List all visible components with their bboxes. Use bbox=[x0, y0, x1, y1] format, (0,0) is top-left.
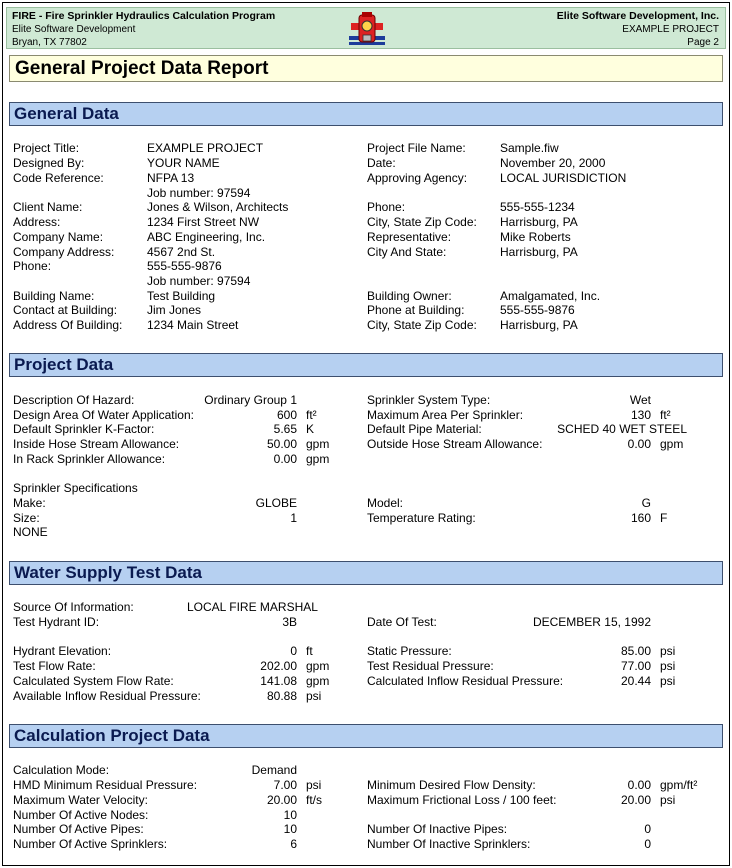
unit-frictional-loss: psi bbox=[660, 793, 676, 807]
label-k-factor: Default Sprinkler K-Factor: bbox=[13, 422, 155, 436]
value-hmd-pressure: 7.00 bbox=[273, 778, 297, 792]
label-frictional-loss: Maximum Frictional Loss / 100 feet: bbox=[367, 793, 557, 807]
value-active-pipes: 10 bbox=[283, 822, 297, 836]
label-test-date: Date Of Test: bbox=[367, 615, 437, 629]
label-city-state-zip: City, State Zip Code: bbox=[367, 215, 477, 229]
label-max-velocity: Maximum Water Velocity: bbox=[13, 793, 148, 807]
unit-calc-system-flow: gpm bbox=[306, 674, 330, 688]
label-contact: Contact at Building: bbox=[13, 303, 118, 317]
label-file-name: Project File Name: bbox=[367, 141, 466, 155]
value-calc-mode: Demand bbox=[251, 763, 297, 777]
company-right: Elite Software Development, Inc. bbox=[556, 10, 719, 22]
unit-test-flow: gpm bbox=[306, 659, 330, 673]
label-active-sprinklers: Number Of Active Sprinklers: bbox=[13, 837, 168, 851]
value-building-owner: Amalgamated, Inc. bbox=[500, 289, 601, 303]
value-contact: Jim Jones bbox=[147, 303, 202, 317]
value-test-flow: 202.00 bbox=[260, 659, 297, 673]
value-none: NONE bbox=[13, 525, 48, 539]
value-designed-by: YOUR NAME bbox=[147, 156, 220, 170]
label-sprinkler-specs: Sprinkler Specifications bbox=[13, 481, 138, 495]
label-building-address: Address Of Building: bbox=[13, 318, 123, 332]
value-source: LOCAL FIRE MARSHAL bbox=[187, 600, 318, 614]
value-static-pressure: 85.00 bbox=[620, 644, 651, 658]
unit-outside-hose: gpm bbox=[660, 437, 684, 451]
label-approving-agency: Approving Agency: bbox=[367, 171, 468, 185]
header-right bbox=[557, 10, 719, 49]
label-static-pressure: Static Pressure: bbox=[367, 644, 452, 658]
project-name: EXAMPLE PROJECT bbox=[622, 24, 719, 35]
unit-in-rack: gpm bbox=[306, 452, 330, 466]
value-approving-agency: LOCAL JURISDICTION bbox=[500, 171, 627, 185]
label-max-area: Maximum Area Per Sprinkler: bbox=[367, 408, 524, 422]
value-company-address: 4567 2nd St. bbox=[147, 245, 216, 259]
label-building-name: Building Name: bbox=[13, 289, 95, 303]
value-k-factor: 5.65 bbox=[273, 422, 297, 436]
label-pipe-material: Default Pipe Material: bbox=[367, 422, 482, 436]
value-test-residual: 77.00 bbox=[620, 659, 651, 673]
value-code-reference: NFPA 13 bbox=[147, 171, 195, 185]
company-left: Elite Software Development bbox=[12, 24, 136, 35]
label-project-title: Project Title: bbox=[13, 141, 80, 155]
value-representative: Mike Roberts bbox=[500, 230, 571, 244]
label-available-inflow: Available Inflow Residual Pressure: bbox=[13, 689, 201, 703]
label-active-nodes: Number Of Active Nodes: bbox=[13, 808, 149, 822]
value-in-rack: 0.00 bbox=[273, 452, 297, 466]
value-city-state-zip-2: Harrisburg, PA bbox=[500, 318, 578, 332]
label-model: Model: bbox=[367, 496, 404, 510]
section-general-data: General Data bbox=[9, 102, 723, 126]
value-hazard: Ordinary Group 1 bbox=[204, 393, 297, 407]
label-inside-hose: Inside Hose Stream Allowance: bbox=[13, 437, 180, 451]
value-city-state-zip: Harrisburg, PA bbox=[500, 215, 578, 229]
page-number: Page 2 bbox=[687, 37, 719, 48]
label-company-name: Company Name: bbox=[13, 230, 104, 244]
unit-hydrant-elevation: ft bbox=[306, 644, 313, 658]
value-design-area: 600 bbox=[276, 408, 297, 422]
value-frictional-loss: 20.00 bbox=[620, 793, 651, 807]
value-temperature: 160 bbox=[630, 511, 651, 525]
unit-max-area: ft² bbox=[660, 408, 671, 422]
value-building-name: Test Building bbox=[147, 289, 216, 303]
value-max-area: 130 bbox=[630, 408, 651, 422]
value-calc-system-flow: 141.08 bbox=[260, 674, 297, 688]
section-calculation-data: Calculation Project Data bbox=[9, 724, 723, 748]
value-date: November 20, 2000 bbox=[500, 156, 606, 170]
value-address: 1234 First Street NW bbox=[147, 215, 260, 229]
unit-available-inflow: psi bbox=[306, 689, 322, 703]
value-job-number-2: Job number: 97594 bbox=[147, 274, 251, 288]
label-phone: Phone: bbox=[13, 259, 52, 273]
label-design-area: Design Area Of Water Application: bbox=[13, 408, 194, 422]
label-make: Make: bbox=[13, 496, 46, 510]
label-hmd-pressure: HMD Minimum Residual Pressure: bbox=[13, 778, 198, 792]
label-designed-by: Designed By: bbox=[13, 156, 85, 170]
value-file-name: Sample.fiw bbox=[500, 141, 559, 155]
label-phone-building: Phone at Building: bbox=[367, 303, 465, 317]
label-size: Size: bbox=[13, 511, 40, 525]
label-source: Source Of Information: bbox=[13, 600, 134, 614]
value-phone-building: 555-555-9876 bbox=[500, 303, 575, 317]
value-building-address: 1234 Main Street bbox=[147, 318, 239, 332]
value-max-velocity: 20.00 bbox=[266, 793, 297, 807]
label-city-state-zip-2: City, State Zip Code: bbox=[367, 318, 477, 332]
value-flow-density: 0.00 bbox=[627, 778, 651, 792]
value-pipe-material: SCHED 40 WET STEEL bbox=[557, 422, 687, 436]
unit-flow-density: gpm/ft² bbox=[660, 778, 698, 792]
label-inactive-pipes: Number Of Inactive Pipes: bbox=[367, 822, 508, 836]
value-hydrant-elevation: 0 bbox=[290, 644, 297, 658]
value-inactive-pipes: 0 bbox=[644, 822, 651, 836]
fire-hydrant-icon bbox=[349, 11, 385, 47]
label-system-type: Sprinkler System Type: bbox=[367, 393, 491, 407]
unit-calc-inflow: psi bbox=[660, 674, 676, 688]
value-client-name: Jones & Wilson, Architects bbox=[147, 200, 289, 214]
value-available-inflow: 80.88 bbox=[266, 689, 297, 703]
label-hazard: Description Of Hazard: bbox=[13, 393, 135, 407]
value-phone-2: 555-555-1234 bbox=[500, 200, 575, 214]
value-hydrant-id: 3B bbox=[282, 615, 297, 629]
value-phone: 555-555-9876 bbox=[147, 259, 222, 273]
value-system-type: Wet bbox=[629, 393, 651, 407]
city-left: Bryan, TX 77802 bbox=[12, 37, 87, 48]
unit-k-factor: K bbox=[306, 422, 315, 436]
unit-inside-hose: gpm bbox=[306, 437, 330, 451]
unit-design-area: ft² bbox=[306, 408, 317, 422]
label-code-reference: Code Reference: bbox=[13, 171, 104, 185]
value-inside-hose: 50.00 bbox=[266, 437, 297, 451]
label-in-rack: In Rack Sprinkler Allowance: bbox=[13, 452, 166, 466]
report-header bbox=[6, 7, 726, 49]
unit-hmd-pressure: psi bbox=[306, 778, 322, 792]
label-date: Date: bbox=[367, 156, 396, 170]
label-test-residual: Test Residual Pressure: bbox=[367, 659, 494, 673]
program-name: FIRE - Fire Sprinkler Hydraulics Calculation Program bbox=[12, 10, 276, 22]
unit-test-residual: psi bbox=[660, 659, 676, 673]
label-calc-mode: Calculation Mode: bbox=[13, 763, 110, 777]
label-phone-2: Phone: bbox=[367, 200, 406, 214]
label-hydrant-id: Test Hydrant ID: bbox=[13, 615, 100, 629]
label-city-and-state: City And State: bbox=[367, 245, 447, 259]
value-job-number: Job number: 97594 bbox=[147, 186, 251, 200]
value-outside-hose: 0.00 bbox=[627, 437, 651, 451]
label-active-pipes: Number Of Active Pipes: bbox=[13, 822, 144, 836]
label-building-owner: Building Owner: bbox=[367, 289, 452, 303]
value-active-nodes: 10 bbox=[283, 808, 297, 822]
label-company-address: Company Address: bbox=[13, 245, 115, 259]
value-city-and-state: Harrisburg, PA bbox=[500, 245, 578, 259]
value-company-name: ABC Engineering, Inc. bbox=[147, 230, 266, 244]
value-inactive-sprinklers: 0 bbox=[644, 837, 651, 851]
label-calc-inflow: Calculated Inflow Residual Pressure: bbox=[367, 674, 564, 688]
report-title: General Project Data Report bbox=[9, 55, 723, 82]
value-model: G bbox=[641, 496, 651, 510]
value-calc-inflow: 20.44 bbox=[620, 674, 651, 688]
unit-temperature: F bbox=[660, 511, 668, 525]
label-test-flow: Test Flow Rate: bbox=[13, 659, 96, 673]
unit-max-velocity: ft/s bbox=[306, 793, 323, 807]
section-project-data: Project Data bbox=[9, 353, 723, 377]
value-test-date: DECEMBER 15, 1992 bbox=[532, 615, 651, 629]
label-representative: Representative: bbox=[367, 230, 452, 244]
value-size: 1 bbox=[290, 511, 297, 525]
label-outside-hose: Outside Hose Stream Allowance: bbox=[367, 437, 543, 451]
section-water-supply: Water Supply Test Data bbox=[9, 561, 723, 585]
unit-static-pressure: psi bbox=[660, 644, 676, 658]
header-left bbox=[12, 10, 275, 49]
label-client-name: Client Name: bbox=[13, 200, 83, 214]
value-active-sprinklers: 6 bbox=[290, 837, 297, 851]
value-project-title: EXAMPLE PROJECT bbox=[147, 141, 264, 155]
label-flow-density: Minimum Desired Flow Density: bbox=[367, 778, 536, 792]
label-inactive-sprinklers: Number Of Inactive Sprinklers: bbox=[367, 837, 531, 851]
label-temperature: Temperature Rating: bbox=[367, 511, 476, 525]
value-make: GLOBE bbox=[255, 496, 297, 510]
label-hydrant-elevation: Hydrant Elevation: bbox=[13, 644, 112, 658]
label-calc-system-flow: Calculated System Flow Rate: bbox=[13, 674, 174, 688]
label-address: Address: bbox=[13, 215, 61, 229]
